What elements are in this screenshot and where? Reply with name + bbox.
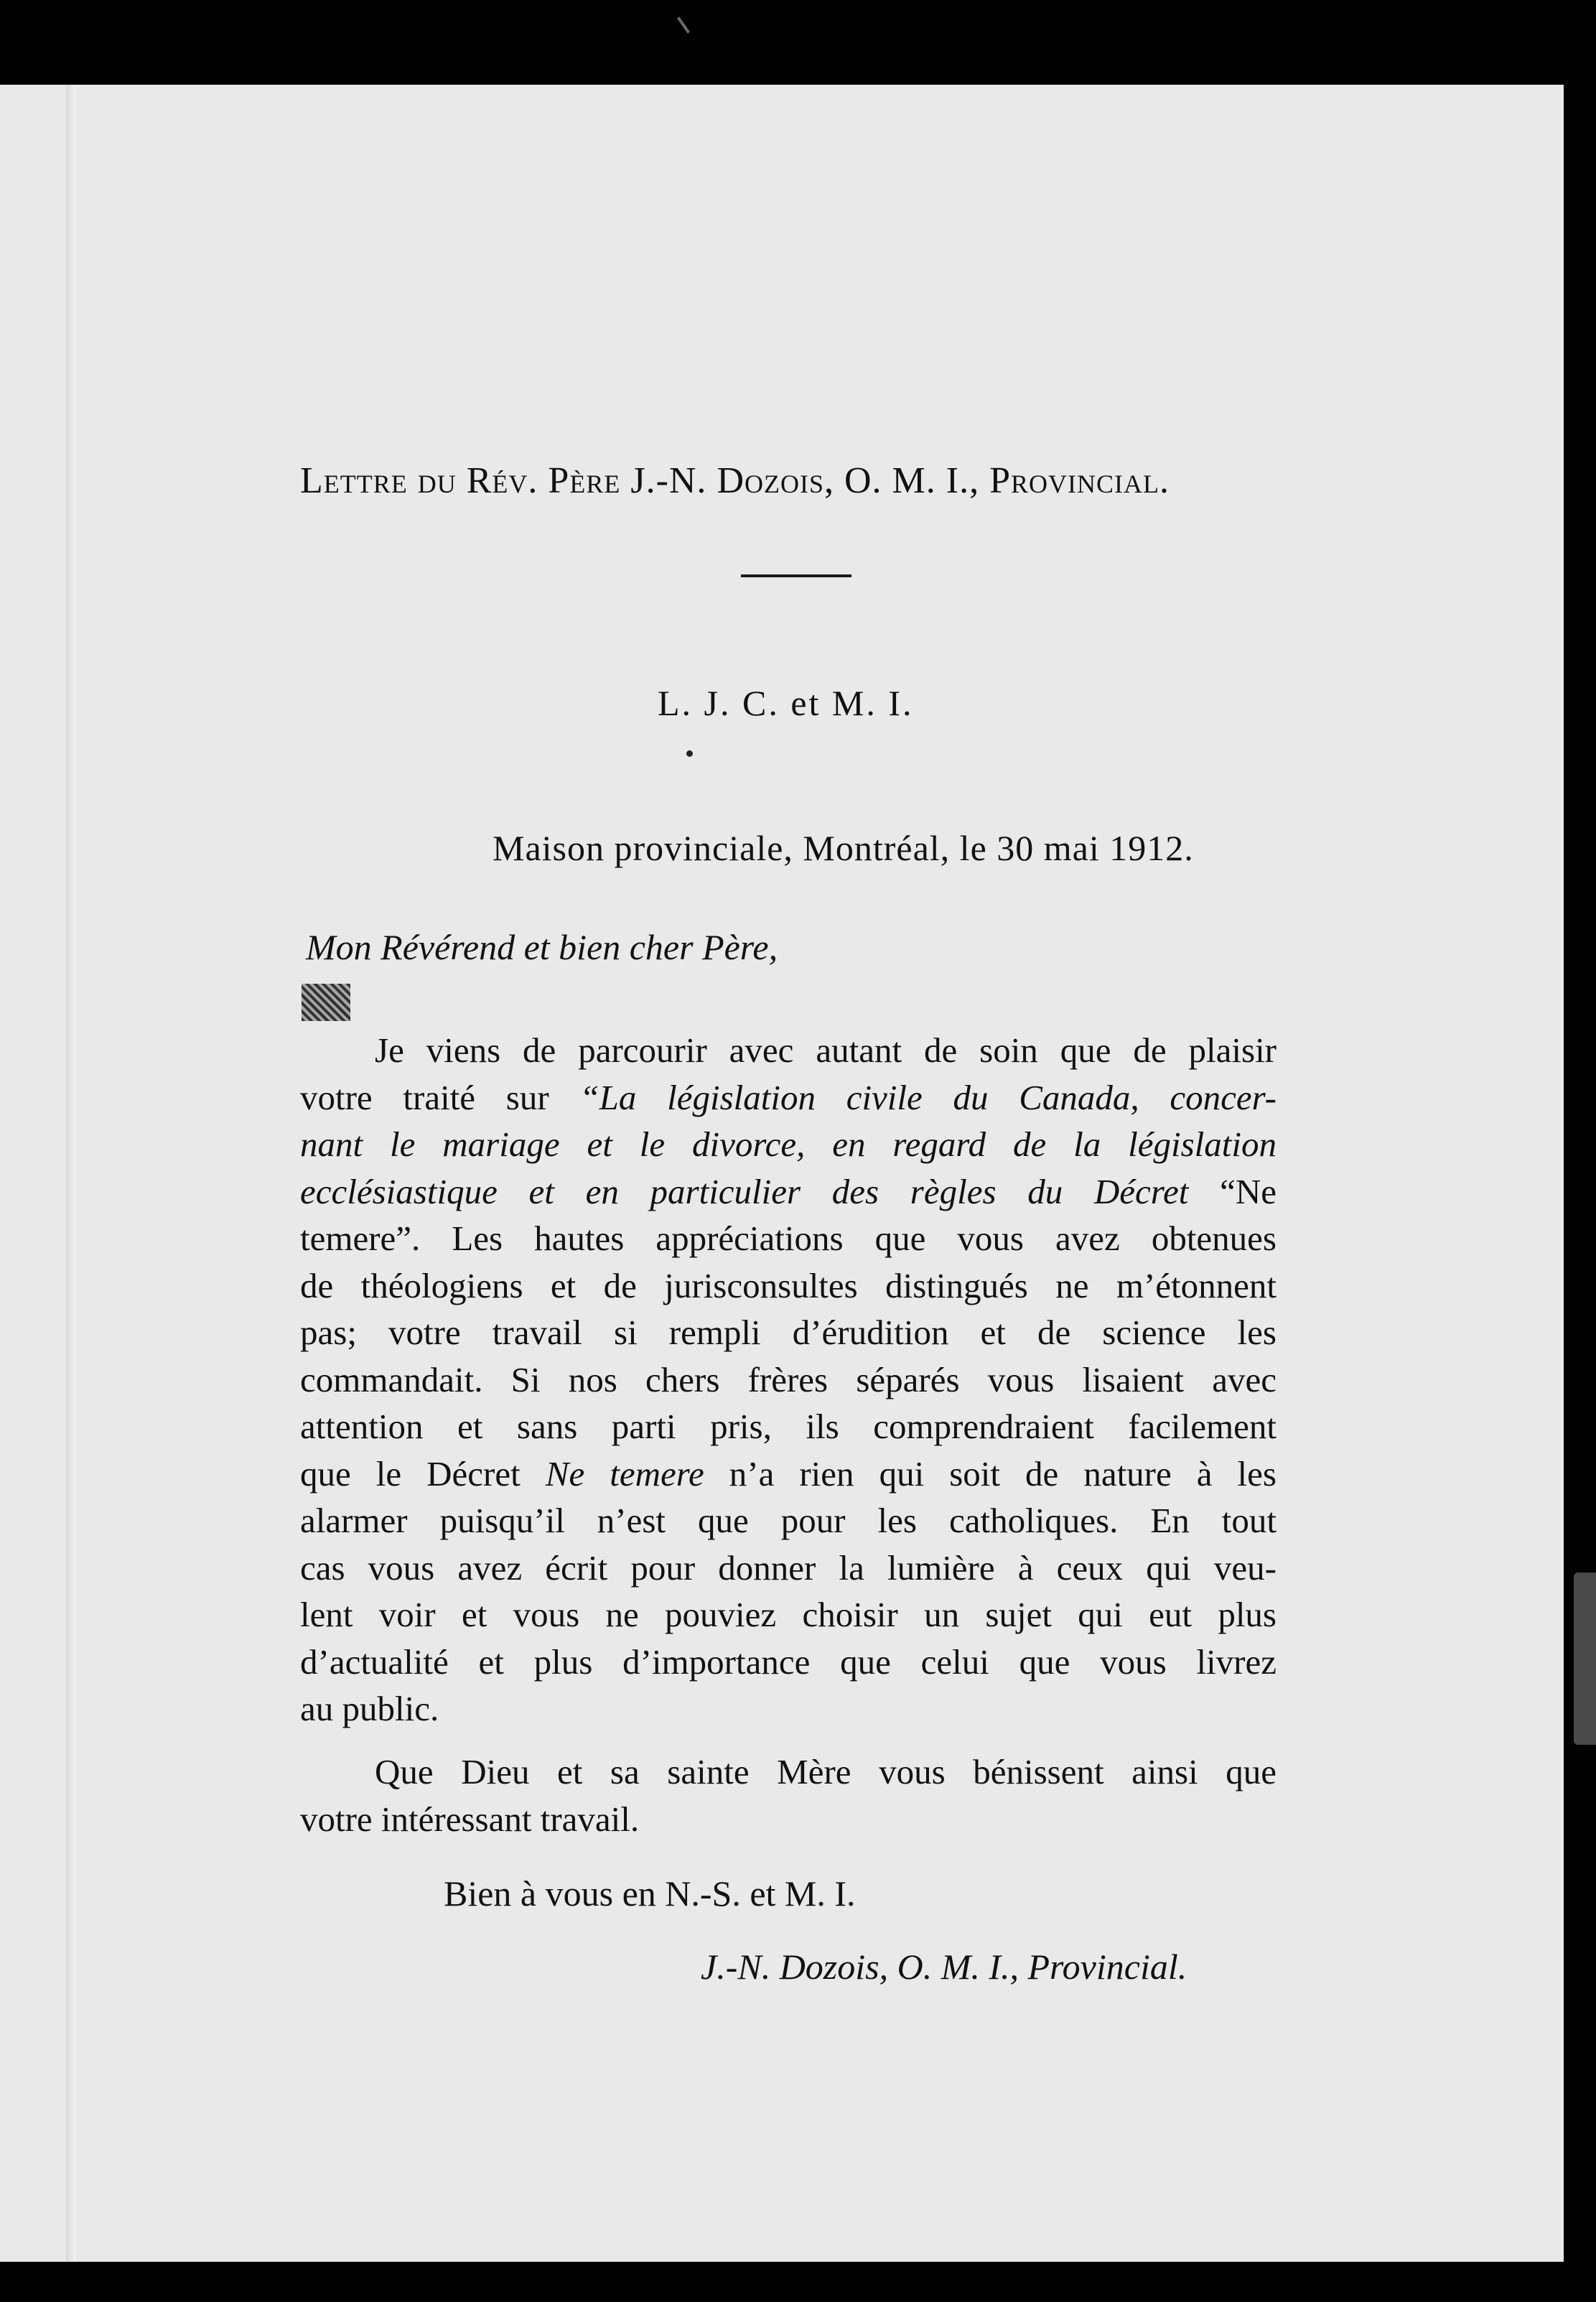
text-line — [300, 1639, 1277, 1686]
salutation: Mon Révérend et bien cher Père, — [306, 927, 778, 967]
text-run: alarmer puisqu’il n’est que pour les catholiques. En tout — [300, 1501, 1277, 1540]
motto: L. J. C. et M. I. — [658, 683, 914, 723]
text-run: votre intéressant travail. — [300, 1799, 640, 1839]
text-line — [300, 1544, 1277, 1592]
text-run: lent voir et vous ne pouviez choisir un sujet qui eut plus — [300, 1595, 1277, 1634]
text-run: attention et sans parti pris, ils comprendraient facilement — [300, 1407, 1277, 1446]
ink-dot — [686, 750, 693, 757]
text-run: “Ne — [1220, 1171, 1277, 1211]
text-run: d’actualité et plus d’importance que celui que vous livrez — [300, 1641, 1277, 1682]
italic-run: nant le mariage et le divorce, en regard de la législation — [300, 1124, 1277, 1164]
text-run: que le Décret — [300, 1453, 546, 1493]
text-line — [300, 1591, 1277, 1639]
text-line — [300, 1796, 1277, 1843]
text-line — [300, 1748, 1277, 1796]
text-run: n’a rien qui soit de nature à les — [704, 1453, 1277, 1493]
text-line — [300, 1215, 1277, 1262]
text-run: Je viens de parcourir avec autant de soin que de plaisir — [375, 1030, 1277, 1070]
scan-speck — [677, 17, 690, 34]
text-line — [300, 1168, 1277, 1216]
dateline: Maison provinciale, Montréal, le 30 mai 1912. — [493, 828, 1194, 868]
text-line — [300, 1497, 1277, 1544]
text-line — [300, 1121, 1277, 1168]
paragraph-1 — [300, 1027, 1277, 1733]
heading-surname: Dozois, — [717, 460, 834, 501]
paragraph-2 — [300, 1748, 1277, 1842]
text-run: temere”. Les hautes appréciations que vous avez obtenues — [300, 1218, 1277, 1258]
closing-line: Bien à vous en N.-S. et M. I. — [444, 1873, 856, 1914]
text-line — [300, 1403, 1277, 1450]
text-run: pas; votre travail si rempli d’érudition et de science les — [300, 1313, 1277, 1352]
text-run: de théologiens et de jurisconsultes distingués ne m’étonnent — [300, 1265, 1277, 1305]
heading-initials: J.-N. — [630, 460, 707, 501]
text-line — [300, 1309, 1277, 1356]
italic-run: “La législation civile du Canada, concer- — [579, 1077, 1277, 1117]
heading-title: Provincial. — [989, 460, 1170, 501]
text-line — [300, 1027, 1277, 1074]
text-run: commandait. Si nos chers frères séparés vous lisaient avec — [300, 1359, 1277, 1399]
heading-order: O. M. I., — [844, 460, 980, 501]
text-line — [300, 1262, 1277, 1310]
ornament-mark — [302, 984, 350, 1021]
page-gutter — [66, 85, 76, 2262]
text-run: cas vous avez écrit pour donner la lumière à ceux qui veu- — [300, 1547, 1277, 1588]
heading-pere: Père — [548, 460, 621, 501]
letter-heading — [300, 460, 1291, 502]
heading-rev: Rév. — [466, 460, 538, 501]
signature: J.-N. Dozois, O. M. I., Provincial. — [701, 1947, 1187, 1987]
text-run: Que Dieu et sa sainte Mère vous bénissent ainsi que — [375, 1752, 1277, 1791]
italic-run: Ne temere — [545, 1453, 704, 1493]
text-line — [300, 1685, 1277, 1733]
heading-divider — [741, 574, 851, 577]
text-line — [300, 1450, 1277, 1498]
text-line — [300, 1356, 1277, 1404]
text-run: au public. — [300, 1689, 439, 1728]
scan-edge-artifact — [1574, 1572, 1596, 1745]
heading-lettre: Lettre du — [300, 460, 457, 501]
text-line — [300, 1074, 1277, 1122]
text-run: votre traité sur — [300, 1077, 580, 1117]
italic-run: ecclésiastique et en particulier des règles du Décret — [300, 1171, 1221, 1211]
